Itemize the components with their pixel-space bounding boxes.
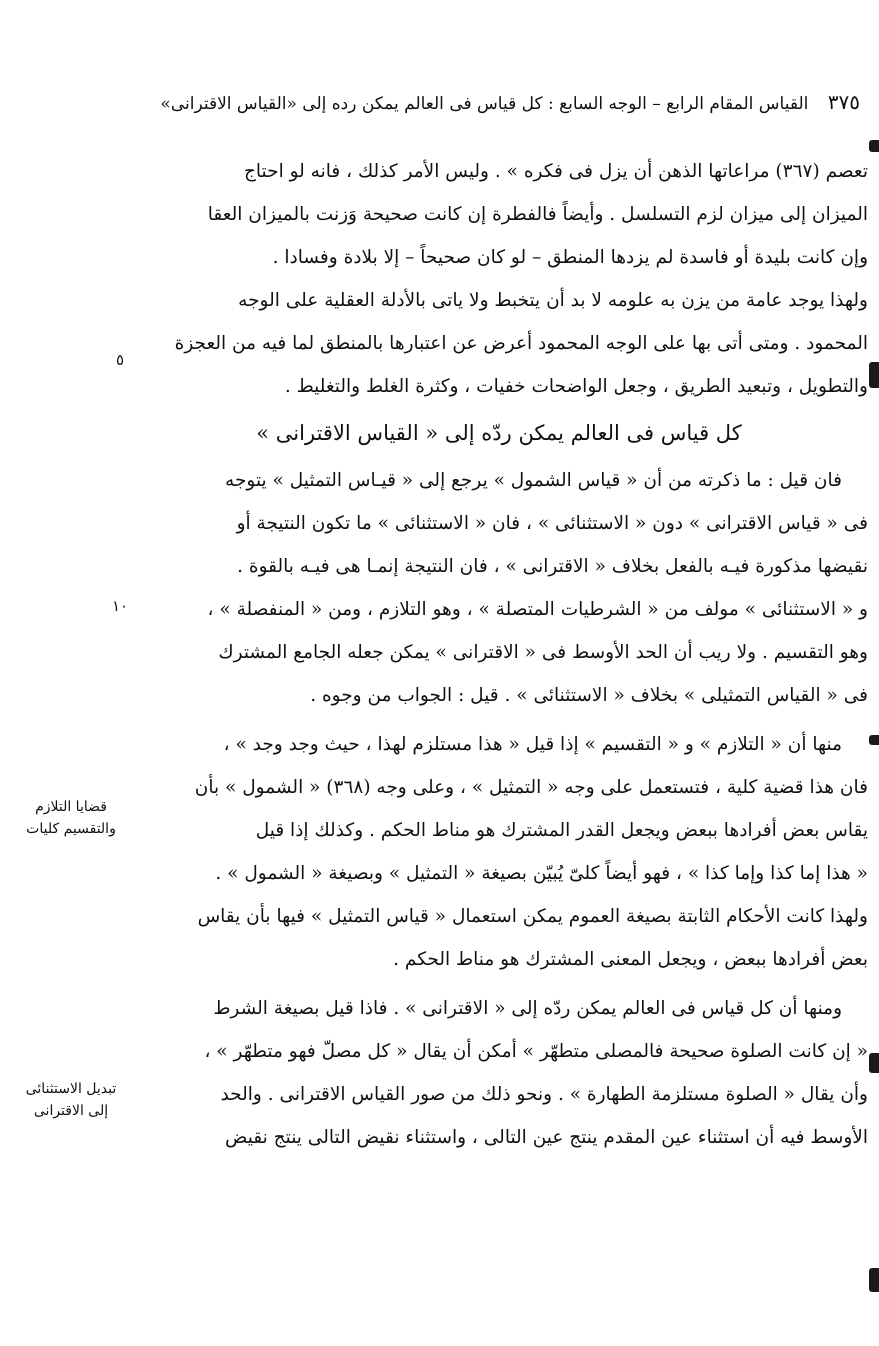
text-line: « إن كانت الصلوة صحيحة فالمصلى متطهّر » أمكن أن يقال « كل مصلّ فهو متطهّر » ، xyxy=(204,1041,868,1062)
text-line: فان هذا قضية كلية ، فتستعمل على وجه « التمثيل » ، وعلى وجه (٣٦٨) « الشمول » بأن xyxy=(194,777,868,798)
text-line: و « الاستثنائى » مولف من « الشرطيات المتصلة » ، وهو التلازم ، ومن « المنفصلة » ، xyxy=(207,599,868,620)
binding-edge-mark xyxy=(869,362,879,388)
text-line: فان قيل : ما ذكرته من أن « قياس الشمول » يرجع إلى « قيـاس التمثيل » يتوجه xyxy=(225,470,842,491)
text-line: يقاس بعض أفرادها ببعض ويجعل القدر المشترك هو مناط الحكم . وكذلك إذا قيل xyxy=(255,820,868,841)
binding-edge-mark xyxy=(869,140,879,152)
text-line: الميزان إلى ميزان لزم التسلسل . وأيضاً فالفطرة إن كانت صحيحة وَزنت بالميزان العقا xyxy=(207,204,868,225)
line-number-10: ١٠ xyxy=(111,597,129,615)
margin-note-conversion: تبديل الاستثنائى إلى الاقترانى xyxy=(25,1081,117,1119)
page-number: ٣٧٥ xyxy=(827,90,860,114)
text-line: وأن يقال « الصلوة مستلزمة الطهارة » . ونحو ذلك من صور القياس الاقترانى . والحد xyxy=(220,1084,868,1105)
text-line: منها أن « التلازم » و « التقسيم » إذا قيل « هذا مستلزم لهذا ، حيث وجد وجد » ، xyxy=(223,734,842,755)
text-line: « هذا إما كذا وإما كذا » ، فهو أيضاً كلىّ يُبيّن بصيغة « التمثيل » وبصيغة « الشمول » . xyxy=(215,863,868,884)
text-line: تعصم (٣٦٧) مراعاتها الذهن أن يزل فى فكره » . وليس الأمر كذلك ، فانه لو احتاج xyxy=(243,161,868,182)
margin-note-clauses: قضايا التلازم والتقسيم كليات xyxy=(26,799,116,837)
text-line: المحمود . ومتى أتى بها على الوجه المحمود أعرض عن اعتبارها بالمنطق لما فيه من العجزة xyxy=(174,333,868,354)
line-number-5: ٥ xyxy=(115,351,125,369)
running-header xyxy=(140,88,860,118)
binding-edge-mark xyxy=(869,735,879,745)
text-line: نقيضها مذكورة فيـه بالفعل بخلاف « الاقترانى » ، فان النتيجة إنمـا هى فيـه بالقوة . xyxy=(237,556,868,577)
text-line: وهو التقسيم . ولا ريب أن الحد الأوسط فى « الاقترانى » يمكن جعله الجامع المشترك xyxy=(218,642,868,663)
text-line: فى « قياس الاقترانى » دون « الاستثنائى » ، فان « الاستثنائى » ما تكون النتيجة أو xyxy=(236,513,868,534)
running-title: القياس المقام الرابع – الوجه السابع : كل قياس فى العالم يمكن رده إلى «القياس الاقترانى» xyxy=(160,94,809,114)
section-heading: كل قياس فى العالم يمكن ردّه إلى « القياس الاقترانى » xyxy=(256,421,742,445)
text-line: ومنها أن كل قياس فى العالم يمكن ردّه إلى « الاقترانى » . فاذا قيل بصيغة الشرط xyxy=(213,998,842,1019)
text-line: ولهذا يوجد عامة من يزن به علومه لا بد أن يتخبط ولا ياتى بالأدلة العقلية على الوجه xyxy=(238,290,868,311)
main-text xyxy=(130,150,868,1159)
binding-edge-mark xyxy=(869,1053,879,1073)
binding-edge-mark xyxy=(869,1268,879,1292)
text-line: الأوسط فيه أن استثناء عين المقدم ينتج عين التالى ، واستثناء نقيض التالى ينتج نقيض xyxy=(225,1127,868,1148)
text-line: بعض أفرادها ببعض ، ويجعل المعنى المشترك هو مناط الحكم . xyxy=(393,949,868,970)
text-line: ولهذا كانت الأحكام الثابتة بصيغة العموم يمكن استعمال « قياس التمثيل » فيها بأن يقاس xyxy=(197,906,868,927)
text-line: والتطويل ، وتبعيد الطريق ، وجعل الواضحات خفيات ، وكثرة الغلط والتغليط . xyxy=(284,376,868,397)
text-line: فى « القياس التمثيلى » بخلاف « الاستثنائى » . قيل : الجواب من وجوه . xyxy=(310,685,868,706)
text-line: وإن كانت بليدة أو فاسدة لم يزدها المنطق – لو كان صحيحاً – إلا بلادة وفسادا . xyxy=(272,247,868,268)
